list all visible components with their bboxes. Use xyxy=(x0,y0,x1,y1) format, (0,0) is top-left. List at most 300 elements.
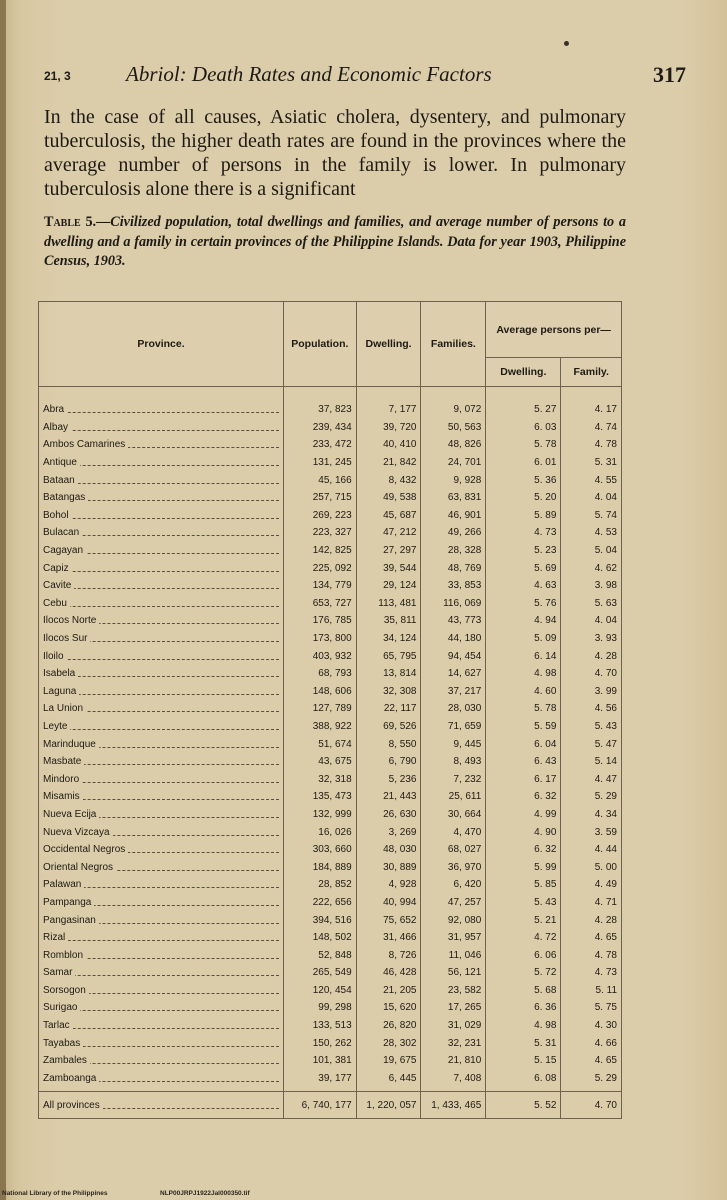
province-name: Cebu xyxy=(43,598,70,609)
running-head-title: Abriol: Death Rates and Economic Factors xyxy=(126,62,492,86)
population-cell: 37, 823 xyxy=(284,401,357,419)
scan-footer xyxy=(0,1189,727,1200)
province-name: Zamboanga xyxy=(43,1073,99,1084)
avg-dwelling-cell: 6. 03 xyxy=(486,419,561,437)
dwelling-cell: 8, 550 xyxy=(356,735,421,753)
dwelling-cell: 69, 526 xyxy=(356,718,421,736)
dwelling-cell: 27, 297 xyxy=(356,542,421,560)
avg-family-cell: 4. 65 xyxy=(561,1052,622,1070)
avg-family-cell: 4. 74 xyxy=(561,419,622,437)
dwelling-cell: 31, 466 xyxy=(356,929,421,947)
population-cell: 225, 092 xyxy=(284,559,357,577)
families-cell: 92, 080 xyxy=(421,911,486,929)
avg-family-cell: 4. 66 xyxy=(561,1034,622,1052)
families-cell: 9, 445 xyxy=(421,735,486,753)
table-row xyxy=(39,841,622,859)
avg-family-cell: 4. 04 xyxy=(561,612,622,630)
province-cell xyxy=(39,700,284,718)
province-name: Surigao xyxy=(43,1002,80,1013)
dwelling-cell: 26, 820 xyxy=(356,1017,421,1035)
avg-family-cell: 5. 00 xyxy=(561,858,622,876)
province-cell xyxy=(39,630,284,648)
families-cell: 43, 773 xyxy=(421,612,486,630)
avg-family-cell: 4. 17 xyxy=(561,401,622,419)
total-row xyxy=(39,1092,622,1119)
avg-family-cell: 4. 55 xyxy=(561,471,622,489)
province-name: Rizal xyxy=(43,932,68,943)
avg-family-cell: 5. 29 xyxy=(561,1070,622,1092)
dwelling-cell: 30, 889 xyxy=(356,858,421,876)
families-cell: 37, 217 xyxy=(421,683,486,701)
dwelling-cell: 49, 538 xyxy=(356,489,421,507)
province-cell xyxy=(39,911,284,929)
families-cell: 33, 853 xyxy=(421,577,486,595)
families-cell: 32, 231 xyxy=(421,1034,486,1052)
population-cell: 233, 472 xyxy=(284,436,357,454)
population-cell: 176, 785 xyxy=(284,612,357,630)
table-caption xyxy=(44,213,626,272)
families-cell: 4, 470 xyxy=(421,823,486,841)
province-cell xyxy=(39,683,284,701)
avg-dwelling-cell: 5. 76 xyxy=(486,595,561,613)
table-row xyxy=(39,542,622,560)
avg-dwelling-cell: 6. 43 xyxy=(486,753,561,771)
avg-dwelling-cell: 4. 94 xyxy=(486,612,561,630)
population-cell: 257, 715 xyxy=(284,489,357,507)
table-row xyxy=(39,929,622,947)
families-cell: 47, 257 xyxy=(421,894,486,912)
avg-family-cell: 4. 34 xyxy=(561,806,622,824)
avg-family-cell: 5. 63 xyxy=(561,595,622,613)
avg-dwelling-cell: 4. 98 xyxy=(486,1017,561,1035)
population-cell: 68, 793 xyxy=(284,665,357,683)
families-cell: 50, 563 xyxy=(421,419,486,437)
dwelling-cell: 15, 620 xyxy=(356,999,421,1017)
avg-family-cell: 5. 11 xyxy=(561,982,622,1000)
population-cell: 148, 502 xyxy=(284,929,357,947)
population-cell: 101, 381 xyxy=(284,1052,357,1070)
table-row xyxy=(39,507,622,525)
table-row xyxy=(39,876,622,894)
province-name: Ilocos Norte xyxy=(43,615,99,626)
families-cell: 94, 454 xyxy=(421,647,486,665)
population-cell: 132, 999 xyxy=(284,806,357,824)
avg-family-cell: 4. 56 xyxy=(561,700,622,718)
province-cell xyxy=(39,788,284,806)
province-name: Pampanga xyxy=(43,897,94,908)
avg-family-cell: 5. 14 xyxy=(561,753,622,771)
table-label: Table 5. xyxy=(44,214,97,230)
avg-dwelling-cell: 6. 32 xyxy=(486,788,561,806)
avg-dwelling-cell: 6. 32 xyxy=(486,841,561,859)
population-cell: 403, 932 xyxy=(284,647,357,665)
families-cell: 63, 831 xyxy=(421,489,486,507)
province-name: Zambales xyxy=(43,1055,90,1066)
province-cell xyxy=(39,542,284,560)
footer-filename: NLP00JRPJ1922Jal000350.tif xyxy=(160,1190,250,1197)
avg-dwelling-cell: 5. 23 xyxy=(486,542,561,560)
families-cell: 9, 928 xyxy=(421,471,486,489)
avg-family-cell: 4. 49 xyxy=(561,876,622,894)
province-cell xyxy=(39,1070,284,1092)
families-cell: 68, 027 xyxy=(421,841,486,859)
total-label: All provinces xyxy=(43,1100,103,1111)
families-cell: 116, 069 xyxy=(421,595,486,613)
province-cell xyxy=(39,753,284,771)
header-families: Families. xyxy=(421,302,486,387)
population-cell: 653, 727 xyxy=(284,595,357,613)
families-cell: 31, 957 xyxy=(421,929,486,947)
avg-dwelling-cell: 5. 69 xyxy=(486,559,561,577)
census-table xyxy=(38,301,622,1119)
table-body xyxy=(39,387,622,1092)
families-cell: 31, 029 xyxy=(421,1017,486,1035)
table-row xyxy=(39,454,622,472)
total-population: 6, 740, 177 xyxy=(284,1092,357,1119)
avg-family-cell: 4. 04 xyxy=(561,489,622,507)
avg-family-cell: 4. 62 xyxy=(561,559,622,577)
province-cell xyxy=(39,1052,284,1070)
dwelling-cell: 40, 410 xyxy=(356,436,421,454)
avg-family-cell: 5. 04 xyxy=(561,542,622,560)
table-row xyxy=(39,524,622,542)
population-cell: 16, 026 xyxy=(284,823,357,841)
population-cell: 51, 674 xyxy=(284,735,357,753)
province-cell xyxy=(39,577,284,595)
province-cell xyxy=(39,982,284,1000)
population-cell: 269, 223 xyxy=(284,507,357,525)
avg-family-cell: 4. 28 xyxy=(561,647,622,665)
families-cell: 7, 408 xyxy=(421,1070,486,1092)
province-name: Occidental Negros xyxy=(43,844,128,855)
population-cell: 265, 549 xyxy=(284,964,357,982)
families-cell: 9, 072 xyxy=(421,401,486,419)
dwelling-cell: 29, 124 xyxy=(356,577,421,595)
avg-dwelling-cell: 6. 01 xyxy=(486,454,561,472)
province-name: Masbate xyxy=(43,756,84,767)
header-avg-family: Family. xyxy=(561,358,622,387)
population-cell: 303, 660 xyxy=(284,841,357,859)
table-row xyxy=(39,770,622,788)
header-average-persons: Average persons per— xyxy=(486,302,622,358)
province-name: Bohol xyxy=(43,510,72,521)
avg-family-cell: 5. 43 xyxy=(561,718,622,736)
families-cell: 30, 664 xyxy=(421,806,486,824)
avg-family-cell: 3. 99 xyxy=(561,683,622,701)
dwelling-cell: 113, 481 xyxy=(356,595,421,613)
province-cell xyxy=(39,665,284,683)
families-cell: 11, 046 xyxy=(421,946,486,964)
dwelling-cell: 3, 269 xyxy=(356,823,421,841)
dwelling-cell: 5, 236 xyxy=(356,770,421,788)
dwelling-cell: 6, 790 xyxy=(356,753,421,771)
province-cell xyxy=(39,507,284,525)
province-name: Samar xyxy=(43,967,75,978)
avg-family-cell: 4. 44 xyxy=(561,841,622,859)
dwelling-cell: 46, 428 xyxy=(356,964,421,982)
avg-dwelling-cell: 5. 68 xyxy=(486,982,561,1000)
province-name: Laguna xyxy=(43,686,79,697)
table-row xyxy=(39,911,622,929)
avg-dwelling-cell: 4. 60 xyxy=(486,683,561,701)
table-row xyxy=(39,946,622,964)
province-cell xyxy=(39,841,284,859)
avg-family-cell: 5. 74 xyxy=(561,507,622,525)
province-name: Mindoro xyxy=(43,774,82,785)
table-row xyxy=(39,401,622,419)
avg-dwelling-cell: 5. 21 xyxy=(486,911,561,929)
families-cell: 24, 701 xyxy=(421,454,486,472)
avg-dwelling-cell: 5. 36 xyxy=(486,471,561,489)
avg-dwelling-cell: 5. 89 xyxy=(486,507,561,525)
avg-family-cell: 4. 28 xyxy=(561,911,622,929)
footer-library: National Library of the Philippines xyxy=(2,1190,108,1197)
province-name: Palawan xyxy=(43,879,84,890)
dwelling-cell: 45, 687 xyxy=(356,507,421,525)
header-province: Province. xyxy=(39,302,284,387)
province-cell xyxy=(39,718,284,736)
volume-number: 21, 3 xyxy=(44,69,71,83)
province-cell xyxy=(39,999,284,1017)
families-cell: 48, 769 xyxy=(421,559,486,577)
avg-dwelling-cell: 6. 17 xyxy=(486,770,561,788)
avg-family-cell: 5. 75 xyxy=(561,999,622,1017)
province-name: Isabela xyxy=(43,668,78,679)
province-cell xyxy=(39,770,284,788)
province-name: Oriental Negros xyxy=(43,862,116,873)
province-name: Marinduque xyxy=(43,739,99,750)
table-row xyxy=(39,894,622,912)
dwelling-cell: 39, 720 xyxy=(356,419,421,437)
total-avg-dwelling: 5. 52 xyxy=(486,1092,561,1119)
avg-dwelling-cell: 5. 59 xyxy=(486,718,561,736)
avg-dwelling-cell: 5. 20 xyxy=(486,489,561,507)
province-name: Leyte xyxy=(43,721,70,732)
population-cell: 394, 516 xyxy=(284,911,357,929)
avg-family-cell: 5. 29 xyxy=(561,788,622,806)
population-cell: 39, 177 xyxy=(284,1070,357,1092)
province-cell xyxy=(39,559,284,577)
province-cell xyxy=(39,471,284,489)
province-name: Batangas xyxy=(43,492,88,503)
families-cell: 48, 826 xyxy=(421,436,486,454)
population-cell: 184, 889 xyxy=(284,858,357,876)
families-cell: 6, 420 xyxy=(421,876,486,894)
avg-dwelling-cell: 5. 72 xyxy=(486,964,561,982)
population-cell: 99, 298 xyxy=(284,999,357,1017)
families-cell: 21, 810 xyxy=(421,1052,486,1070)
avg-dwelling-cell: 4. 98 xyxy=(486,665,561,683)
total-label-cell xyxy=(39,1092,284,1119)
families-cell: 28, 328 xyxy=(421,542,486,560)
population-cell: 133, 513 xyxy=(284,1017,357,1035)
avg-family-cell: 4. 47 xyxy=(561,770,622,788)
table-row xyxy=(39,806,622,824)
avg-dwelling-cell: 5. 09 xyxy=(486,630,561,648)
table-spacer-row xyxy=(39,387,622,402)
families-cell: 17, 265 xyxy=(421,999,486,1017)
dwelling-cell: 28, 302 xyxy=(356,1034,421,1052)
province-name: Cavite xyxy=(43,580,74,591)
province-cell xyxy=(39,946,284,964)
table-row xyxy=(39,559,622,577)
dwelling-cell: 39, 544 xyxy=(356,559,421,577)
province-name: Bataan xyxy=(43,475,78,486)
avg-family-cell: 3. 98 xyxy=(561,577,622,595)
table-row xyxy=(39,1034,622,1052)
avg-dwelling-cell: 6. 06 xyxy=(486,946,561,964)
province-name: La Union xyxy=(43,703,86,714)
province-name: Antique xyxy=(43,457,80,468)
dwelling-cell: 21, 842 xyxy=(356,454,421,472)
dwelling-cell: 26, 630 xyxy=(356,806,421,824)
families-cell: 8, 493 xyxy=(421,753,486,771)
total-dwelling: 1, 220, 057 xyxy=(356,1092,421,1119)
avg-dwelling-cell: 6. 36 xyxy=(486,999,561,1017)
total-avg-family: 4. 70 xyxy=(561,1092,622,1119)
avg-dwelling-cell: 5. 85 xyxy=(486,876,561,894)
avg-dwelling-cell: 5. 78 xyxy=(486,436,561,454)
table-row xyxy=(39,489,622,507)
table-row xyxy=(39,647,622,665)
families-cell: 28, 030 xyxy=(421,700,486,718)
table-row xyxy=(39,1017,622,1035)
table-row xyxy=(39,630,622,648)
province-cell xyxy=(39,735,284,753)
avg-dwelling-cell: 5. 15 xyxy=(486,1052,561,1070)
families-cell: 25, 611 xyxy=(421,788,486,806)
province-name: Nueva Ecija xyxy=(43,809,99,820)
table-row xyxy=(39,595,622,613)
population-cell: 120, 454 xyxy=(284,982,357,1000)
population-cell: 28, 852 xyxy=(284,876,357,894)
province-name: Romblon xyxy=(43,950,86,961)
province-cell xyxy=(39,612,284,630)
province-cell xyxy=(39,929,284,947)
table-row xyxy=(39,419,622,437)
dwelling-cell: 21, 443 xyxy=(356,788,421,806)
avg-family-cell: 4. 71 xyxy=(561,894,622,912)
avg-family-cell: 5. 47 xyxy=(561,735,622,753)
families-cell: 23, 582 xyxy=(421,982,486,1000)
table-row xyxy=(39,999,622,1017)
province-cell xyxy=(39,964,284,982)
table-row xyxy=(39,577,622,595)
table-row xyxy=(39,788,622,806)
avg-dwelling-cell: 5. 78 xyxy=(486,700,561,718)
province-name: Bulacan xyxy=(43,527,82,538)
families-cell: 71, 659 xyxy=(421,718,486,736)
avg-family-cell: 4. 78 xyxy=(561,436,622,454)
population-cell: 148, 606 xyxy=(284,683,357,701)
population-cell: 239, 434 xyxy=(284,419,357,437)
dwelling-cell: 32, 308 xyxy=(356,683,421,701)
table-row xyxy=(39,436,622,454)
province-name: Ilocos Sur xyxy=(43,633,90,644)
province-name: Albay xyxy=(43,422,71,433)
population-cell: 45, 166 xyxy=(284,471,357,489)
avg-dwelling-cell: 5. 31 xyxy=(486,1034,561,1052)
table-row xyxy=(39,683,622,701)
families-cell: 7, 232 xyxy=(421,770,486,788)
avg-family-cell: 4. 53 xyxy=(561,524,622,542)
table-row xyxy=(39,718,622,736)
table-row xyxy=(39,471,622,489)
province-cell xyxy=(39,806,284,824)
population-cell: 127, 789 xyxy=(284,700,357,718)
dwelling-cell: 47, 212 xyxy=(356,524,421,542)
province-name: Tayabas xyxy=(43,1038,83,1049)
population-cell: 150, 262 xyxy=(284,1034,357,1052)
table-row xyxy=(39,753,622,771)
province-cell xyxy=(39,489,284,507)
avg-family-cell: 4. 70 xyxy=(561,665,622,683)
avg-dwelling-cell: 4. 72 xyxy=(486,929,561,947)
province-cell xyxy=(39,647,284,665)
province-cell xyxy=(39,401,284,419)
dwelling-cell: 65, 795 xyxy=(356,647,421,665)
table-row xyxy=(39,964,622,982)
province-cell xyxy=(39,419,284,437)
province-cell xyxy=(39,894,284,912)
province-cell xyxy=(39,436,284,454)
header-avg-dwelling: Dwelling. xyxy=(486,358,561,387)
dwelling-cell: 4, 928 xyxy=(356,876,421,894)
avg-dwelling-cell: 6. 14 xyxy=(486,647,561,665)
families-cell: 46, 901 xyxy=(421,507,486,525)
population-cell: 388, 922 xyxy=(284,718,357,736)
population-cell: 52, 848 xyxy=(284,946,357,964)
table-row xyxy=(39,1052,622,1070)
running-head xyxy=(40,62,690,88)
body-paragraph: In the case of all causes, Asiatic cholera, dysentery, and pulmonary tuberculosis, the higher death rates are found in the provinces where the average number of persons in the family is lower. In pulmonary tuberculosis alone there is a significant xyxy=(44,106,626,200)
dwelling-cell: 48, 030 xyxy=(356,841,421,859)
dwelling-cell: 75, 652 xyxy=(356,911,421,929)
avg-dwelling-cell: 4. 63 xyxy=(486,577,561,595)
province-cell xyxy=(39,524,284,542)
province-cell xyxy=(39,858,284,876)
avg-dwelling-cell: 6. 04 xyxy=(486,735,561,753)
population-cell: 223, 327 xyxy=(284,524,357,542)
avg-family-cell: 4. 78 xyxy=(561,946,622,964)
table-row xyxy=(39,982,622,1000)
province-name: Nueva Vizcaya xyxy=(43,827,113,838)
province-name: Sorsogon xyxy=(43,985,89,996)
dwelling-cell: 22, 117 xyxy=(356,700,421,718)
population-cell: 222, 656 xyxy=(284,894,357,912)
avg-dwelling-cell: 5. 43 xyxy=(486,894,561,912)
families-cell: 36, 970 xyxy=(421,858,486,876)
table-row xyxy=(39,735,622,753)
dwelling-cell: 13, 814 xyxy=(356,665,421,683)
header-dwelling: Dwelling. xyxy=(356,302,421,387)
table-row xyxy=(39,858,622,876)
dwelling-cell: 8, 432 xyxy=(356,471,421,489)
header-population: Population. xyxy=(284,302,357,387)
province-cell xyxy=(39,876,284,894)
families-cell: 56, 121 xyxy=(421,964,486,982)
province-name: Tarlac xyxy=(43,1020,73,1031)
dwelling-cell: 40, 994 xyxy=(356,894,421,912)
dwelling-cell: 21, 205 xyxy=(356,982,421,1000)
avg-family-cell: 3. 93 xyxy=(561,630,622,648)
dwelling-cell: 35, 811 xyxy=(356,612,421,630)
avg-dwelling-cell: 4. 99 xyxy=(486,806,561,824)
table-row xyxy=(39,1070,622,1092)
page-number: 317 xyxy=(653,62,686,87)
avg-dwelling-cell: 5. 27 xyxy=(486,401,561,419)
population-cell: 135, 473 xyxy=(284,788,357,806)
